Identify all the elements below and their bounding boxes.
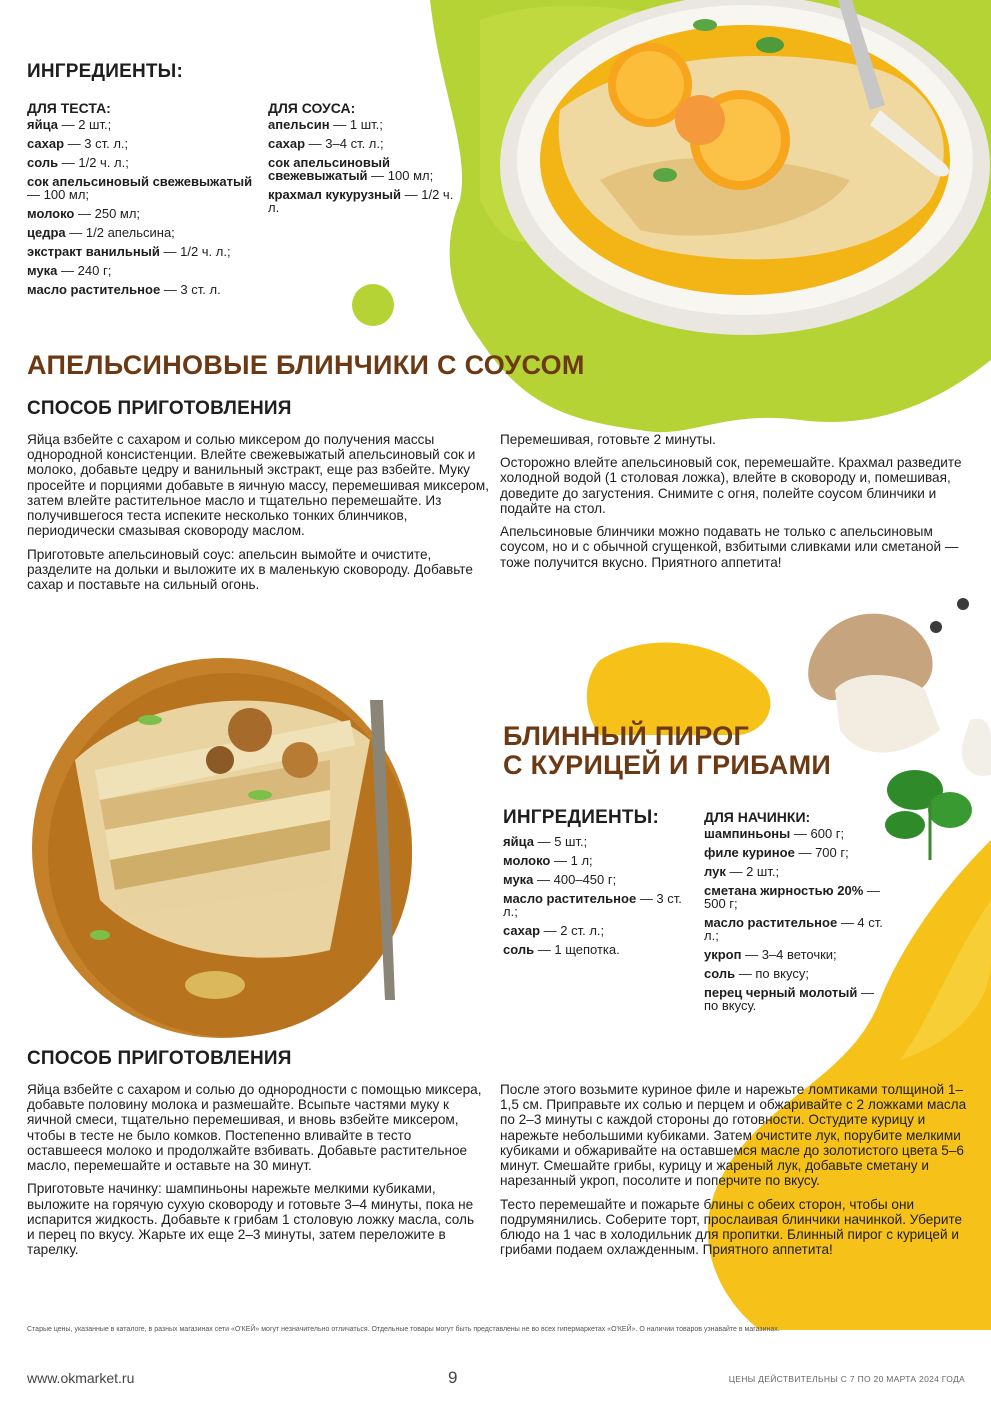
ingredient-amount: — 5 шт.; (537, 834, 588, 849)
ingredient-amount: — 2 шт.; (61, 117, 112, 132)
ingredient-item (27, 264, 262, 277)
prices-validity: ЦЕНЫ ДЕЙСТВИТЕЛЬНЫ С 7 ПО 20 МАРТА 2024 ГОДА (728, 1374, 965, 1384)
ingredient-amount: — 600 г; (793, 826, 845, 841)
ingredient-amount: — 500 г; (704, 883, 880, 911)
ingredient-amount: — 100 мл; (371, 168, 434, 183)
ingredient-amount: — 250 мл; (78, 206, 141, 221)
ingredient-item (268, 156, 468, 182)
ingredient-name: соль (27, 155, 59, 170)
ingredient-name: филе куриное (704, 845, 795, 860)
mushroom-photo (808, 598, 991, 776)
ingredient-amount: — по вкусу; (738, 966, 809, 981)
ingredient-amount: — 3–4 ст. л.; (308, 136, 384, 151)
recipe2-ingredients-heading: ИНГРЕДИЕНТЫ: (503, 807, 660, 828)
ingredient-name: яйца (503, 834, 534, 849)
ingredient-name: сметана жирностью 20% (704, 883, 864, 898)
ingredient-name: соль (704, 966, 736, 981)
method-paragraph: Яйца взбейте с сахаром и солью миксером до получения массы однородной консистенции. Влейте свежевыжатый апельсиновый сок и молоко, добавьте цедру и ванильный экстракт, еще раз взбейте. Муку просейте и порциями добавьте в яичную массу, перемешивая миксером, затем влейте растительное масло и тщательно перемешайте. Из получившегося теста испеките несколько тонких блинчиков, периодически смазывая сковороду маслом. (27, 432, 489, 539)
recipe1-ingredients-heading: ИНГРЕДИЕНТЫ: (27, 61, 184, 82)
ingredient-item (704, 967, 889, 980)
ingredient-item (268, 137, 468, 150)
method-paragraph: Апельсиновые блинчики можно подавать не только с апельсиновым соусом, но и с обычной сгущенкой, взбитыми сливками или сметаной — тоже получится вкусно. Приятного аппетита! (500, 524, 959, 570)
ingredient-amount: — 3 ст. л. (163, 282, 221, 297)
ingredient-name: шампиньоны (704, 826, 791, 841)
ingredient-amount: — 3 ст. л.; (503, 891, 682, 919)
ingredient-amount: — 100 мл; (27, 187, 90, 202)
recipe2-base-section (503, 807, 693, 962)
recipe1-method-heading: СПОСОБ ПРИГОТОВЛЕНИЯ (27, 398, 292, 419)
orange-pancakes-photo (500, 0, 990, 335)
ingredient-name: молоко (503, 853, 551, 868)
ingredient-amount: — 1 щепотка. (537, 942, 620, 957)
ingredient-name: цедра (27, 225, 66, 240)
ingredient-item (27, 226, 262, 239)
ingredient-name: перец черный молотый (704, 985, 858, 1000)
sauce-ingredient-list (268, 118, 468, 214)
recipe1-dough-section (27, 100, 262, 302)
recipe2-base-ingredient-list (503, 835, 693, 956)
ingredient-item (27, 245, 262, 258)
ingredient-name: сок апельсиновый свежевыжатый (268, 155, 390, 183)
ingredient-name: укроп (704, 947, 742, 962)
ingredient-amount: — 400–450 г; (537, 872, 617, 887)
ingredient-name: мука (27, 263, 58, 278)
ingredient-name: яйца (27, 117, 58, 132)
ingredient-item (27, 207, 262, 220)
ingredient-item (27, 175, 262, 201)
ingredient-item (503, 854, 693, 867)
recipe2-method-right (500, 1082, 970, 1265)
ingredient-item (503, 924, 693, 937)
ingredient-item (503, 943, 693, 956)
recipe2-method-left (27, 1082, 485, 1265)
ingredient-item (27, 118, 262, 131)
ingredient-amount: — 1/2 ч. л.; (61, 155, 129, 170)
ingredient-item (704, 948, 889, 961)
ingredient-name: сахар (27, 136, 65, 151)
ingredient-item (268, 118, 468, 131)
recipe1-title: АПЕЛЬСИНОВЫЕ БЛИНЧИКИ С СОУСОМ (27, 350, 585, 380)
ingredient-amount: — 700 г; (798, 845, 849, 860)
ingredient-name: молоко (27, 206, 75, 221)
website-link[interactable]: www.okmarket.ru (27, 1370, 135, 1386)
ingredient-amount: — по вкусу. (704, 985, 874, 1013)
ingredient-item (704, 827, 889, 840)
ingredient-name: сахар (503, 923, 541, 938)
ingredient-item (704, 884, 889, 910)
chicken-pie-photo (32, 658, 412, 1038)
filling-heading: ДЛЯ НАЧИНКИ: (704, 809, 811, 825)
dough-ingredient-list (27, 118, 262, 296)
ingredient-amount: — 240 г; (61, 263, 112, 278)
dough-heading: ДЛЯ ТЕСТА: (27, 100, 111, 116)
ingredient-name: апельсин (268, 117, 330, 132)
ingredient-amount: — 1/2 ч. л.; (163, 244, 231, 259)
ingredient-item (503, 873, 693, 886)
ingredient-name: экстракт ванильный (27, 244, 160, 259)
ingredient-item (268, 188, 468, 214)
recipe2-title-line2: С КУРИЦЕЙ И ГРИБАМИ (503, 750, 832, 780)
ingredient-item (704, 986, 889, 1012)
ingredient-name: крахмал кукурузный (268, 187, 401, 202)
recipe1-sauce-section (268, 100, 468, 220)
ingredient-item (27, 283, 262, 296)
method-paragraph: Приготовьте начинку: шампиньоны нарежьте мелкими кубиками, выложите на горячую сухую сковороду и готовьте 3–4 минуты, пока не испарится жидкость. Добавьте к грибам 1 столовую ложку масла, соль и перец по вкусу. Жарьте их еще 2–3 минуты, затем переложите в тарелку. (27, 1181, 475, 1258)
ingredient-name: масло растительное (27, 282, 161, 297)
ingredient-item (704, 846, 889, 859)
method-paragraph: Перемешивая, готовьте 2 минуты. (500, 432, 716, 447)
ingredient-amount: — 1/2 апельсина; (69, 225, 175, 240)
ingredient-item (704, 865, 889, 878)
recipe2-method-heading: СПОСОБ ПРИГОТОВЛЕНИЯ (27, 1048, 292, 1069)
ingredient-item (27, 137, 262, 150)
method-paragraph: Тесто перемешайте и пожарьте блины с обеих сторон, чтобы они подрумянились. Соберите торт, прослаивая блинчики начинкой. Уберите блюдо на 1 час в холодильник для пропитки. Блинный пирог с курицей и грибами подаем охлажденным. Приятного аппетита! (500, 1196, 963, 1258)
ingredient-amount: — 3 ст. л.; (67, 136, 129, 151)
parsley-photo (885, 770, 972, 860)
method-paragraph: Приготовьте апельсиновый соус: апельсин вымойте и очистите, разделите на дольки и выложите их в маленькую сковороду. Добавьте сахар и поставьте на сильный огонь. (27, 546, 473, 592)
ingredient-name: сахар (268, 136, 306, 151)
method-paragraph: Осторожно влейте апельсиновый сок, перемешайте. Крахмал разведите холодной водой (1 столовая ложка), влейте в сковороду и, помешивая, доведите до загустения. Снимите с огня, полейте соусом блинчики и подайте на стол. (500, 455, 962, 516)
ingredient-amount: — 2 шт.; (729, 864, 780, 879)
recipe1-method-left (27, 432, 492, 600)
page-number: 9 (448, 1368, 458, 1387)
filling-ingredient-list (704, 827, 889, 1012)
ingredient-item (704, 916, 889, 942)
ingredient-name: мука (503, 872, 534, 887)
method-paragraph: Яйца взбейте с сахаром и солью до однородности с помощью миксера, добавьте половину молока и размешайте. Всыпьте частями муку к яичной смеси, тщательно перемешивая, и вновь взбейте миксером, чтобы в тесте не было комков. Постепенно вливайте в тесто оставшееся молоко и продолжайте взбивать. Добавьте растительное масло, перемешайте и оставьте на 30 минут. (27, 1082, 482, 1174)
ingredient-name: соль (503, 942, 535, 957)
ingredient-item (503, 835, 693, 848)
ingredient-amount: — 3–4 веточки; (745, 947, 837, 962)
ingredient-item (503, 892, 693, 918)
ingredient-item (27, 156, 262, 169)
ingredient-name: масло растительное (503, 891, 637, 906)
recipe2-title (503, 723, 831, 779)
recipe2-filling-section (704, 809, 889, 1018)
ingredient-name: лук (704, 864, 726, 879)
ingredient-amount: — 1 шт.; (333, 117, 383, 132)
ingredient-amount: — 4 ст. л.; (704, 915, 883, 943)
footer-disclaimer: Старые цены, указанные в каталоге, в разных магазинах сети «О'КЕЙ» могут незначительно отличаться. Отдельные товары могут быть представлены не во всех гипермаркетах «О'КЕЙ». О наличии товаров узнавайте в магазинах. (27, 1326, 780, 1333)
recipe1-method-right (500, 432, 965, 578)
ingredient-amount: — 1 л; (554, 853, 593, 868)
sauce-heading: ДЛЯ СОУСА: (268, 100, 356, 116)
ingredient-amount: — 1/2 ч. л. (268, 187, 454, 215)
green-dot (352, 284, 394, 326)
ingredient-amount: — 2 ст. л.; (543, 923, 605, 938)
ingredient-name: масло растительное (704, 915, 838, 930)
method-paragraph: После этого возьмите куриное филе и нарежьте ломтиками толщиной 1–1,5 см. Приправьте их солью и перцем и обжаривайте с 2 ложками масла по 2–3 минуты с каждой стороны до готовности. Остудите курицу и нарежьте небольшими кубиками. Затем очистите лук, порубите мелкими кубиками и обжаривайте на оставшемся масле до золотистого цвета 5–6 минут. Смешайте грибы, курицу и жареный лук, добавьте сметану и нарезанный укроп, посолите и поперчите по вкусу. (500, 1082, 967, 1189)
ingredient-name: сок апельсиновый свежевыжатый (27, 174, 253, 189)
recipe2-title-line1: БЛИННЫЙ ПИРОГ (503, 721, 750, 751)
